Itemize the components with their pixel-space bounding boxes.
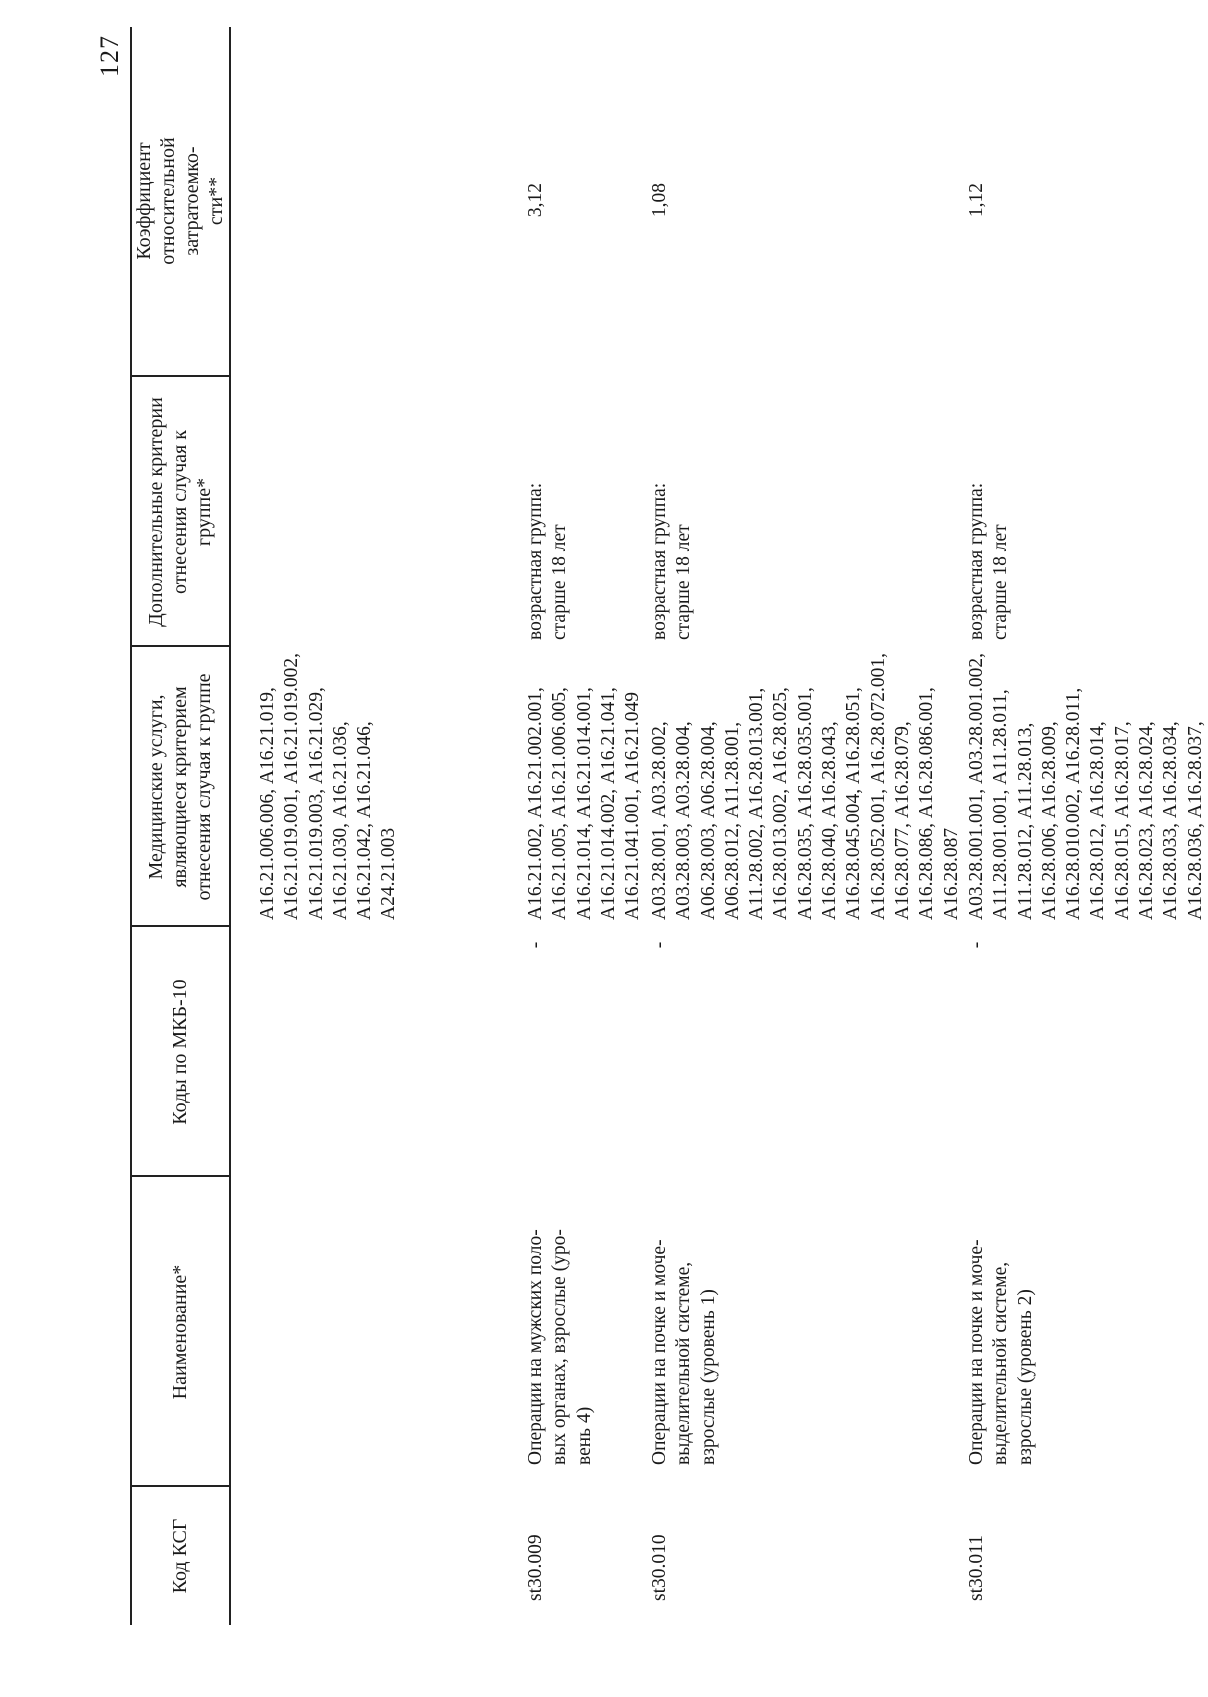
row-mkb: -	[525, 941, 546, 949]
row-name: Операции на мужских поло- вых органах, взрослые (уро- вень 4)	[525, 1229, 595, 1465]
row-criteria: возрастная группа: старше 18 лет	[649, 482, 695, 640]
row-services: А03.28.001.001, А03.28.001.002, А11.28.001.001, А11.28.011, А11.28.012, А11.28.013, А16.28.006, А16.28.009, А16.28.010.002, А16.28.011, А16.28.012, А16.28.014, А16.28.015, А16.28.017, А16.28.023, А16.28.024, А16.28.033, А16.28.034, А16.28.036, А16.28.037,	[966, 652, 1206, 920]
header-criteria: Дополнительные критерии отнесения случая к группе*	[145, 397, 215, 627]
row-coefficient: 1,08	[649, 182, 670, 218]
column-divider	[130, 375, 230, 377]
row-coefficient: 3,12	[525, 182, 546, 218]
header-bottom-rule	[229, 27, 231, 1625]
column-divider	[130, 925, 230, 927]
column-divider	[130, 1175, 230, 1177]
services-continuation: А16.21.006.006, А16.21.019, А16.21.019.001, А16.21.019.002, А16.21.019.003, А16.21.029, А16.21.030, А16.21.036, А16.21.042, А16.21.046, А24.21.003	[257, 652, 400, 920]
row-services: А16.21.002, А16.21.002.001, А16.21.005, А16.21.006.005, А16.21.014, А16.21.014.001, А16.21.014.002, А16.21.041, А16.21.041.001, А16.21.049	[525, 687, 644, 920]
column-divider	[130, 1485, 230, 1487]
row-name: Операции на почке и моче- выделительной системе, взрослые (уровень 1)	[649, 1239, 719, 1465]
header-name: Наименование*	[169, 1264, 191, 1400]
row-code: st30.011	[966, 1535, 987, 1601]
column-divider	[130, 645, 230, 647]
row-services: А03.28.001, А03.28.002, А03.28.003, А03.28.004, А06.28.003, А06.28.004, А06.28.012, А11.28.001, А11.28.002, А16.28.013.001, А16.28.013.002, А16.28.025, А16.28.035, А16.28.035.001, А16.28.040, А16.28.043, А16.28.045.004, А16.28.051, А16.28.052.001, А16.28.072.001, А16.28.077, А16.28.079, А16.28.086, А16.28.086.001, А16.28.087	[649, 652, 962, 920]
header-coef: Коэффициент относительной затратоемко- сти**	[133, 137, 227, 265]
page-number: 127	[95, 35, 124, 77]
row-mkb: -	[649, 941, 670, 949]
header-mkb: Коды по МКБ-10	[169, 979, 191, 1125]
row-mkb: -	[966, 941, 987, 949]
row-code: st30.010	[649, 1534, 670, 1601]
row-code: st30.009	[525, 1534, 546, 1601]
header-services: Медицинские услуги, являющиеся критерием отнесения случая к группе	[145, 673, 215, 901]
header-code: Код КСГ	[169, 1518, 191, 1594]
row-coefficient: 1,12	[966, 182, 987, 218]
row-criteria: возрастная группа: старше 18 лет	[966, 482, 1012, 640]
rotated-table-sheet	[95, 25, 1206, 1625]
row-criteria: возрастная группа: старше 18 лет	[525, 482, 571, 640]
row-name: Операции на почке и моче- выделительной системе, взрослые (уровень 2)	[966, 1239, 1036, 1465]
